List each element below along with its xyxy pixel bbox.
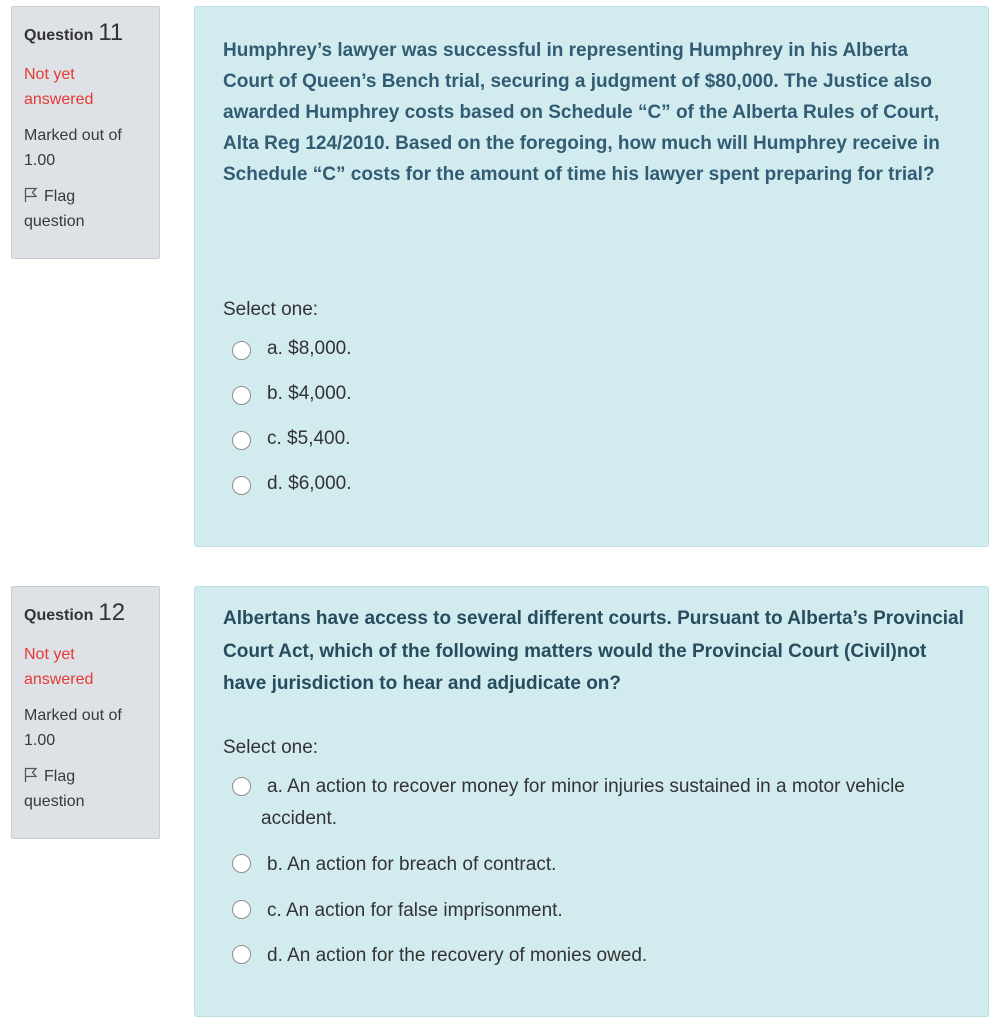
radio-button-d[interactable] [232,476,251,495]
option-label: d. An action for the recovery of monies owed. [267,945,648,966]
radio-button-b[interactable] [232,854,251,873]
question-11-content [194,6,989,547]
answer-option-b[interactable] [223,849,963,881]
answer-option-b[interactable] [223,378,963,410]
question-11-info [11,6,160,259]
option-label: b. An action for breach of contract. [267,854,557,875]
radio-button-b[interactable] [232,386,251,405]
question-text: Albertans have access to several different courts. Pursuant to Alberta’s Provincial Court Act, which of the following matters would the Provincial Court (Civil)not have jurisdiction to hear and adjudicate on? [223,608,964,694]
option-label: d. $6,000. [267,473,352,494]
answer-option-d[interactable] [223,468,963,500]
select-one-prompt: Select one: [223,299,319,320]
question-12-content [194,586,989,1017]
question-number: Question 11 [24,19,124,46]
flag-question-label: Flag question [24,768,85,810]
answer-state: Not yet answered [24,66,94,108]
option-label: b. $4,000. [267,383,352,404]
option-label: c. An action for false imprisonment. [267,900,563,921]
option-label: a. An action to recover money for minor injuries sustained in a motor vehicle accident. [261,776,905,829]
answer-option-a[interactable] [223,771,963,835]
answer-option-d[interactable] [223,940,963,972]
flag-icon [24,187,38,203]
answer-option-a[interactable] [223,333,963,365]
question-text: Humphrey’s lawyer was successful in representing Humphrey in his Alberta Court of Queen’s Bench trial, securing a judgment of $80,000. The Justice also awarded Humphrey costs based on Schedule “C” of the Alberta Rules of Court, Alta Reg 124/2010. Based on the foregoing, how much will Humphrey receive in Schedule “C” costs for the amount of time his lawyer spent preparing for trial? [223,40,940,185]
radio-button-a[interactable] [232,341,251,360]
question-12-info [11,586,160,839]
option-label: c. $5,400. [267,428,351,449]
radio-button-c[interactable] [232,900,251,919]
option-label: a. $8,000. [267,338,352,359]
radio-button-c[interactable] [232,431,251,450]
radio-button-d[interactable] [232,945,251,964]
flag-icon [24,767,38,783]
question-number: Question 12 [24,599,126,626]
flag-question-label: Flag question [24,188,85,230]
flag-question-link[interactable] [24,764,124,814]
answer-option-c[interactable] [223,423,963,455]
answer-state: Not yet answered [24,646,94,688]
select-one-prompt: Select one: [223,737,319,758]
grade-info: Marked out of 1.00 [24,707,122,749]
grade-info: Marked out of 1.00 [24,127,122,169]
answer-option-c[interactable] [223,895,963,927]
flag-question-link[interactable] [24,184,124,234]
radio-button-a[interactable] [232,777,251,796]
